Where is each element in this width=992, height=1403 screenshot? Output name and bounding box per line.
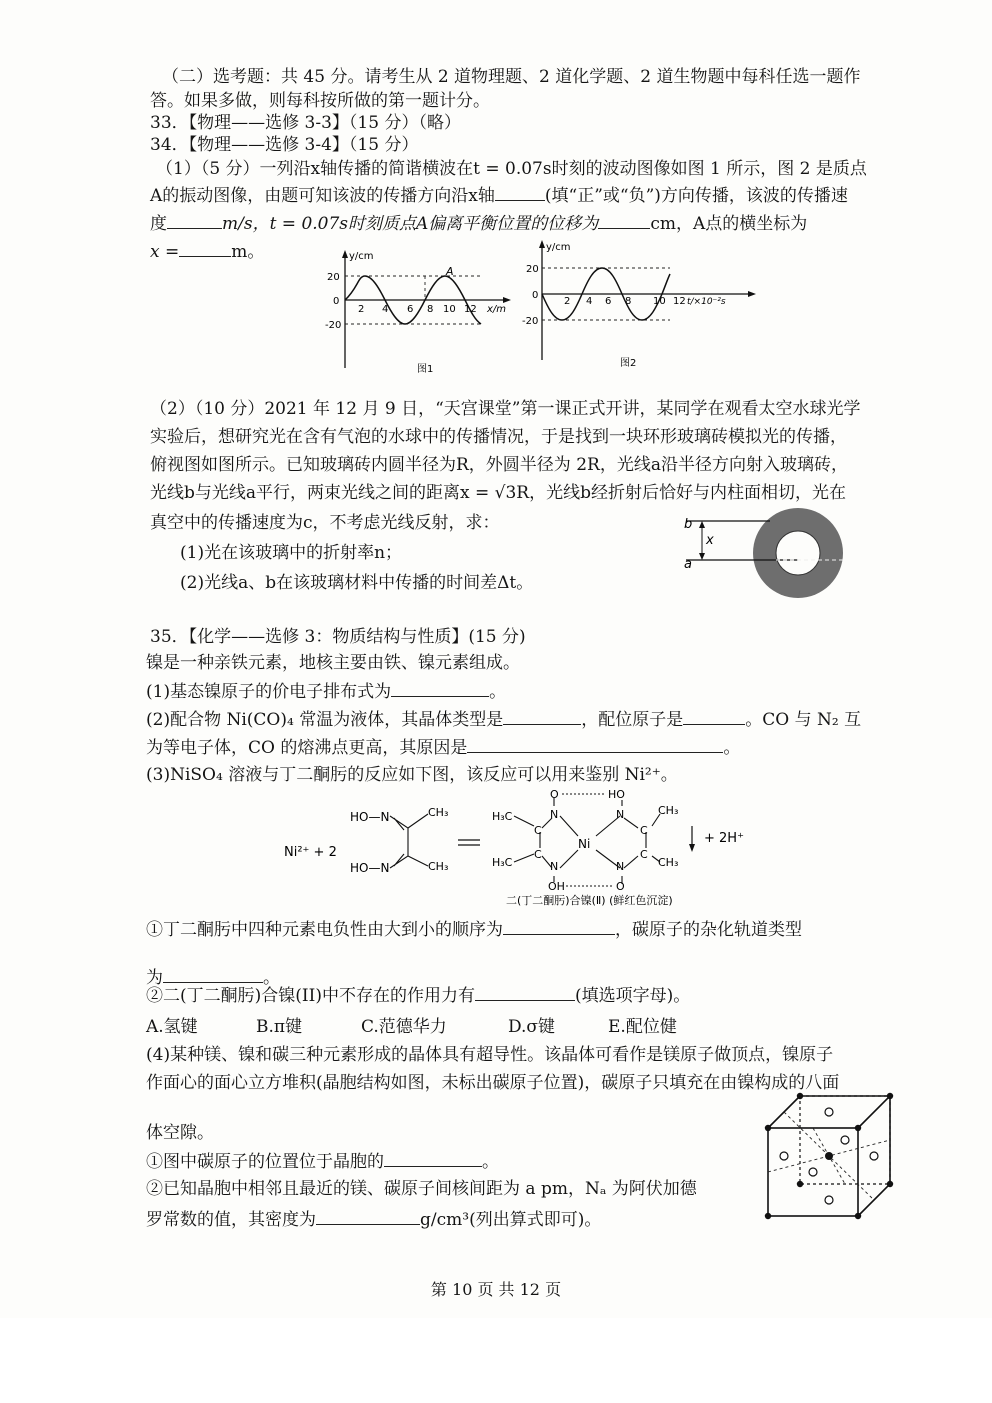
q35-title: 35．【化学——选修 3：物质结构与性质】(15 分)	[150, 627, 526, 647]
complex-h3c-bottom: H₃C	[492, 856, 513, 869]
section-header-line2: 答。如果多做，则每科按所做的第一题计分。	[150, 91, 490, 111]
option-e: E.配位健	[608, 1017, 677, 1037]
q34-2-line4: 光线b与光线a平行，两束光线之间的距离x = √3R，光线b经折射后恰好与内柱面相切，光在	[150, 483, 846, 503]
glass-ring-figure	[680, 506, 860, 601]
q35-part4-line1: (4)某种镁、镍和碳三种元素形成的晶体具有超导性。该晶体可看作是镁原子做顶点，镍原子	[146, 1045, 834, 1065]
fig1-y-label: y/cm	[349, 251, 374, 262]
complex-ch3-bottom: CH₃	[658, 856, 679, 869]
fig1-point-a-label: A	[446, 265, 454, 278]
face-atom	[825, 1196, 833, 1204]
q35-part4-1-text: ①图中碳原子的位置位于晶胞的	[146, 1152, 384, 1172]
fig2-y-tick-0: 0	[532, 290, 539, 301]
corner-atom	[887, 1093, 893, 1099]
product-2h-plus: + 2H⁺	[704, 831, 744, 846]
q35-part4-2-text-c: g/cm³(列出算式即可)。	[420, 1210, 602, 1230]
fig1-x-tick-8: 8	[427, 304, 434, 315]
q34-1-line3-text-b: m/s，t = 0.07s时刻质点A偏离平衡位置的位移为	[222, 214, 599, 234]
distance-arrow-down	[699, 553, 705, 560]
complex-h3c-top: H₃C	[492, 810, 513, 823]
fig2-x-tick-8: 8	[625, 296, 632, 307]
corner-atom	[887, 1181, 893, 1187]
answer-blank-carbon-position[interactable]	[384, 1150, 482, 1167]
fig1-y-tick-0: 0	[333, 296, 340, 307]
q35-part2-text-b: ，配位原子是	[581, 710, 684, 730]
corner-atom	[797, 1093, 803, 1099]
face-atom	[841, 1136, 849, 1144]
answer-blank-crystal-type[interactable]	[503, 708, 581, 725]
option-b: B.π键	[256, 1017, 303, 1037]
distance-x-label: x	[706, 533, 714, 548]
fig2-x-tick-4: 4	[586, 296, 593, 307]
q35-part3-1-line1	[146, 918, 802, 941]
complex-n1: N	[550, 808, 559, 821]
q35-part4-2-line2	[146, 1208, 601, 1231]
q35-part3-1-text-c: 为	[146, 968, 163, 988]
q34-2-line3: 俯视图如图所示。已知玻璃砖内圆半径为R，外圆半径为 2R，光线a沿半径方向射入玻璃砖，	[150, 455, 848, 475]
q34-1-line4-text-b: m。	[231, 242, 265, 262]
option-a: A.氢键	[146, 1017, 198, 1037]
answer-blank-valence-electrons[interactable]	[391, 680, 489, 697]
q35-part2-text-e: 。	[723, 738, 741, 758]
dmg-bonds	[390, 814, 428, 868]
fig1-x-tick-12: 12	[464, 304, 477, 315]
q35-part4-2-line1: ②已知晶胞中相邻且最近的镁、碳原子间核间距为 a pm，Nₐ 为阿伏加德	[146, 1179, 697, 1199]
cell-edge-tr	[858, 1096, 890, 1128]
fig1-x-tick-2: 2	[358, 304, 365, 315]
corner-atom	[765, 1213, 771, 1219]
answer-blank-reason[interactable]	[467, 736, 723, 753]
complex-n4: N	[616, 860, 625, 873]
face-atom	[825, 1108, 833, 1116]
answer-blank-absent-force[interactable]	[475, 984, 575, 1001]
complex-n2: N	[550, 860, 559, 873]
option-d: D.σ键	[508, 1017, 556, 1037]
face-atom	[780, 1152, 788, 1160]
figure-2-vibration-graph	[520, 238, 780, 370]
option-c: C.范德华力	[361, 1017, 447, 1037]
q35-part1-end: 。	[489, 682, 507, 702]
fig1-x-arrow	[503, 297, 511, 303]
q35-part4-2-text-b: 罗常数的值，其密度为	[146, 1210, 316, 1230]
fig1-y-arrow	[342, 250, 348, 258]
q35-part4-line2: 作面心的面心立方堆积(晶胞结构如图，未标出碳原子位置)，碳原子只填充在由镍构成的八面	[146, 1073, 840, 1093]
q34-1-line3	[150, 212, 807, 235]
complex-o-bottom-right: O	[616, 880, 625, 893]
q34-1-line2	[150, 184, 848, 207]
page-footer: 第 10 页 共 12 页	[430, 1280, 562, 1299]
precipitate-arrowhead	[689, 844, 695, 852]
fig1-y-tick-20: 20	[327, 272, 340, 283]
fig2-y-tick-neg20: -20	[522, 316, 539, 327]
fig2-x-tick-10: 10	[653, 296, 666, 307]
dmg-bottom-hon: HO—N	[350, 861, 390, 875]
answer-blank-direction[interactable]	[495, 184, 545, 201]
complex-ho-top-right: HO	[608, 788, 625, 801]
answer-blank-electronegativity[interactable]	[503, 918, 615, 935]
fig2-y-label: y/cm	[546, 242, 571, 253]
corner-atom	[797, 1181, 803, 1187]
corner-atom	[855, 1213, 861, 1219]
complex-ch3-top: CH₃	[658, 804, 679, 817]
q35-part3: (3)NiSO₄ 溶液与丁二酮肟的反应如下图，该反应可以用来鉴别 Ni²⁺。	[146, 765, 678, 785]
q35-part2-line2	[146, 736, 740, 759]
fig2-x-tick-6: 6	[605, 296, 612, 307]
complex-c4: C	[640, 848, 648, 861]
q34-2-line2: 实验后，想研究光在含有气泡的水球中的传播情况，于是找到一块环形玻璃砖模拟光的传播，	[150, 427, 847, 447]
question-33: 33．【物理——选修 3-3】（15 分）（略）	[150, 113, 461, 133]
distance-arrow-up	[699, 521, 705, 528]
q35-part2-text-c: 。CO 与 N₂ 互	[745, 710, 862, 730]
dmg-bottom-ch3: CH₃	[428, 860, 449, 873]
complex-c2: C	[534, 848, 542, 861]
complex-ni-center: Ni	[578, 837, 591, 851]
center-atom	[825, 1152, 833, 1160]
dmg-top-hon: HO—N	[350, 810, 390, 824]
question-34-title: 34．【物理——选修 3-4】（15 分）	[150, 135, 419, 155]
face-atom	[809, 1168, 817, 1176]
answer-blank-coordinating-atom[interactable]	[683, 708, 745, 725]
q35-part3-2-text-a: ②二(丁二酮肟)合镍(II)中不存在的作用力有	[146, 986, 475, 1006]
q35-part4-1	[146, 1150, 499, 1173]
q35-part2-line1	[146, 708, 861, 731]
complex-caption: 二(丁二酮肟)合镍(Ⅱ) (鲜红色沉淀)	[506, 894, 673, 907]
complex-o-top-left: O	[550, 788, 559, 801]
fig2-caption: 图2	[620, 358, 637, 369]
complex-c3: C	[640, 824, 648, 837]
q35-intro: 镍是一种亲铁元素，地核主要由铁、镍元素组成。	[146, 653, 520, 673]
figure-1-wave-graph	[325, 248, 515, 376]
answer-blank-density[interactable]	[316, 1208, 420, 1225]
q34-1-line3-text-a: 度	[150, 214, 167, 234]
q34-1-line1: （1）（5 分）一列沿x轴传播的简谐横波在t = 0.07s时刻的波动图像如图 1 所示，图 2 是质点	[156, 159, 867, 179]
answer-blank-x-coordinate[interactable]	[179, 240, 231, 257]
q35-part3-2-text-b: (填选项字母)。	[574, 986, 691, 1006]
q35-part3-1-text-a: ①丁二酮肟中四种元素电负性由大到小的顺序为	[146, 920, 503, 940]
face-atom	[870, 1152, 878, 1160]
complex-n3: N	[616, 808, 625, 821]
fig1-caption: 图1	[417, 364, 434, 375]
unit-cell-figure	[760, 1090, 920, 1220]
fig1-x-tick-4: 4	[382, 304, 389, 315]
q35-part3-1-text-d: 。	[263, 968, 280, 988]
answer-blank-hybridization[interactable]	[163, 966, 263, 983]
q34-1-line2-text-a: A的振动图像，由题可知该波的传播方向沿x轴	[150, 186, 495, 206]
q35-part3-1-text-b: ，碳原子的杂化轨道类型	[615, 920, 802, 940]
q34-2-line5: 真空中的传播速度为c，不考虑光线反射，求：	[150, 513, 500, 533]
ray-a-label: a	[684, 557, 692, 572]
reaction-scheme	[280, 786, 780, 912]
answer-blank-displacement[interactable]	[598, 212, 650, 229]
q35-part4-1-end: 。	[482, 1152, 499, 1172]
fig2-x-tick-12: 12	[673, 296, 686, 307]
complex-oh-bottom-left: OH	[548, 880, 565, 893]
q34-1-line3-text-c: cm，A点的横坐标为	[650, 214, 808, 234]
fig2-x-tick-2: 2	[564, 296, 571, 307]
q35-part1	[146, 680, 506, 703]
fig1-x-tick-10: 10	[443, 304, 456, 315]
q35-part4-line3: 体空隙。	[146, 1123, 214, 1143]
q35-part1-text: (1)基态镍原子的价电子排布式为	[146, 682, 392, 702]
fig2-y-arrow	[539, 240, 545, 248]
q35-part2-text-a: (2)配合物 Ni(CO)₄ 常温为液体，其晶体类型是	[146, 710, 504, 730]
complex-c1: C	[534, 824, 542, 837]
q35-part2-text-d: 为等电子体，CO 的熔沸点更高，其原因是	[146, 738, 468, 758]
fig2-y-tick-20: 20	[526, 264, 539, 275]
corner-atom	[765, 1125, 771, 1131]
fig1-x-tick-6: 6	[407, 304, 414, 315]
q34-1-line4-text-a: x =	[150, 242, 180, 262]
q34-2-sub2: (2)光线a、b在该玻璃材料中传播的时间差Δt。	[180, 573, 534, 593]
reactant-ni2-prefix: Ni²⁺ + 2	[284, 845, 337, 860]
fig2-x-arrow	[748, 291, 756, 297]
q35-part3-2	[146, 984, 690, 1007]
fig1-y-tick-neg20: -20	[325, 320, 342, 331]
inner-hole-circle	[776, 531, 820, 575]
answer-blank-speed[interactable]	[167, 212, 222, 229]
fig1-x-label: x/m	[487, 304, 507, 315]
ray-b-label: b	[684, 517, 693, 532]
section-header-line1: （二）选考题：共 45 分。请考生从 2 道物理题、2 道化学题、2 道生物题中每科任选一题作	[162, 67, 861, 87]
q34-1-line4	[150, 240, 264, 263]
q34-2-sub1: (1)光在该玻璃中的折射率n；	[180, 543, 403, 563]
page-bottom-margin	[0, 1318, 992, 1403]
dmg-top-ch3: CH₃	[428, 806, 449, 819]
q34-2-line1: （2）（10 分）2021 年 12 月 9 日，“天宫课堂”第一课正式开讲，某同学在观看太空水球光学	[150, 399, 861, 419]
q34-1-line2-text-b: (填“正”或“负”)方向传播，该波的传播速	[544, 186, 848, 206]
corner-atom	[855, 1125, 861, 1131]
fig2-x-label: t/×10⁻²s	[687, 297, 726, 307]
